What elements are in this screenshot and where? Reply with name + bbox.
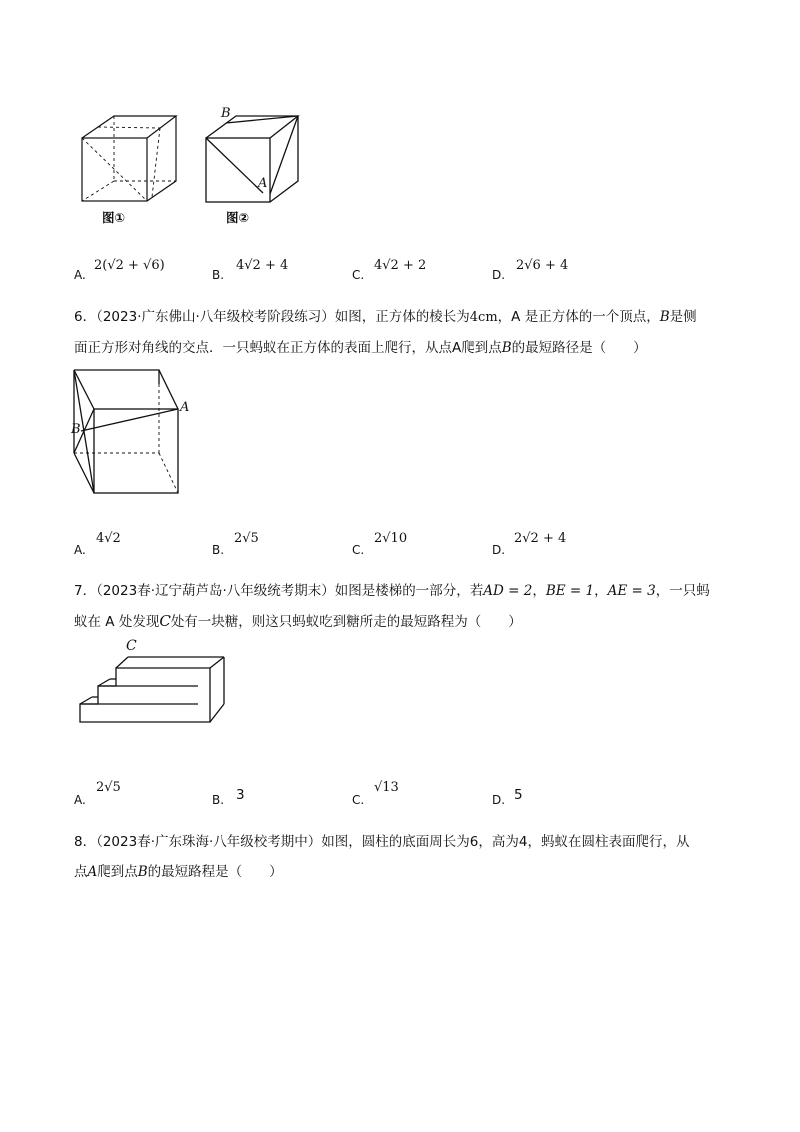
- q5-option-c-value: 4√2 + 2: [374, 258, 427, 273]
- q5-option-d-letter: D.: [492, 268, 506, 282]
- q6-label-b: B: [659, 309, 670, 325]
- q6-figure-label-a: A: [180, 400, 190, 415]
- q7-option-d-value: 5: [514, 787, 523, 803]
- q6-option-b-letter: B.: [212, 543, 225, 557]
- q6-stem-2b: 爬到点: [461, 340, 502, 356]
- q8-stem-2b: 爬到点: [97, 864, 138, 880]
- q7-options: [74, 780, 774, 809]
- q7-ad: AD = 2: [483, 583, 533, 599]
- q5-option-a-value: 2(√2 + √6): [94, 258, 165, 273]
- q6-edge-length: 4cm: [469, 310, 498, 325]
- q6-stem-1b: ，A 是正方体的一个顶点，: [497, 309, 660, 325]
- q6-label-b-2: B: [501, 340, 512, 356]
- q6-stem-2c: 的最短路径是（ ）: [511, 340, 647, 356]
- q7-option-b-value: 3: [236, 787, 245, 803]
- q6-stem-2a: 面正方形对角线的交点．一只蚂蚁在正方体的表面上爬行，从点: [74, 340, 452, 356]
- q7-line-1: 7．（2023春·辽宁葫芦岛·八年级统考期末）如图是楼梯的一部分，若AD = 2，BE = 1，AE = 3，一只蚂: [74, 583, 710, 599]
- q5-option-c-letter: C.: [352, 268, 365, 282]
- q6-option-a-letter: A.: [74, 543, 86, 557]
- q7-option-a-value: 2√5: [96, 780, 121, 795]
- q8-label-a: A: [87, 864, 98, 880]
- q5-option-b-letter: B.: [212, 268, 225, 282]
- q7-option-b-letter: B.: [212, 793, 225, 807]
- figure-2-caption: 图②: [226, 210, 250, 225]
- figure-2-label-a: A: [258, 176, 268, 191]
- q7-option-c-value: √13: [374, 780, 399, 795]
- q7-stem-2a: 蚁在 A 处发现: [74, 614, 160, 630]
- q7-stem-1b: ，一只蚂: [655, 583, 710, 599]
- q6-figure-label-b: B: [71, 422, 81, 437]
- q8-stem-2a: 点: [74, 864, 88, 880]
- q6-option-b-value: 2√5: [234, 531, 259, 546]
- figure-1-caption: 图①: [102, 210, 126, 225]
- q7-option-c-letter: C.: [352, 793, 365, 807]
- q6-label-a: A: [452, 340, 462, 356]
- q8-line-2: [74, 856, 283, 889]
- q6-option-d-value: 2√2 + 4: [514, 531, 567, 546]
- q6-option-c-value: 2√10: [374, 531, 408, 546]
- q7-ae: AE = 3: [607, 583, 656, 599]
- q7-stem-1a: 7．（2023春·辽宁葫芦岛·八年级统考期末）如图是楼梯的一部分，若: [74, 583, 484, 599]
- q6-option-c-letter: C.: [352, 543, 365, 557]
- q8-label-b: B: [137, 864, 148, 880]
- figure-2-label-b: B: [221, 106, 231, 121]
- q8-line-1: 8．（2023春·广东珠海·八年级校考期中）如图，圆柱的底面周长为6，高为4，蚂蚁在圆柱表面爬行，从: [74, 834, 690, 850]
- q7-stem-2b: 处有一块糖，则这只蚂蚁吃到糖所走的最短路程为（ ）: [170, 614, 522, 630]
- q5-option-b-value: 4√2 + 4: [236, 258, 289, 273]
- q6-option-d-letter: D.: [492, 543, 506, 557]
- q8-stem-2c: 的最短路程是（ ）: [147, 864, 283, 880]
- q5-option-a-letter: A.: [74, 268, 86, 282]
- q7-option-a-letter: A.: [74, 793, 86, 807]
- q6-stem-1a: 6．（2023·广东佛山·八年级校考阶段练习）如图，正方体的棱长为: [74, 309, 470, 325]
- q7-figure-label-c: C: [126, 638, 137, 654]
- q7-label-c: C: [159, 612, 171, 630]
- q7-be: BE = 1: [545, 583, 595, 599]
- q5-option-d-value: 2√6 + 4: [516, 258, 569, 273]
- q6-option-a-value: 4√2: [96, 531, 121, 546]
- q6-stem-1c: 是侧: [669, 309, 697, 325]
- q7-option-d-letter: D.: [492, 793, 506, 807]
